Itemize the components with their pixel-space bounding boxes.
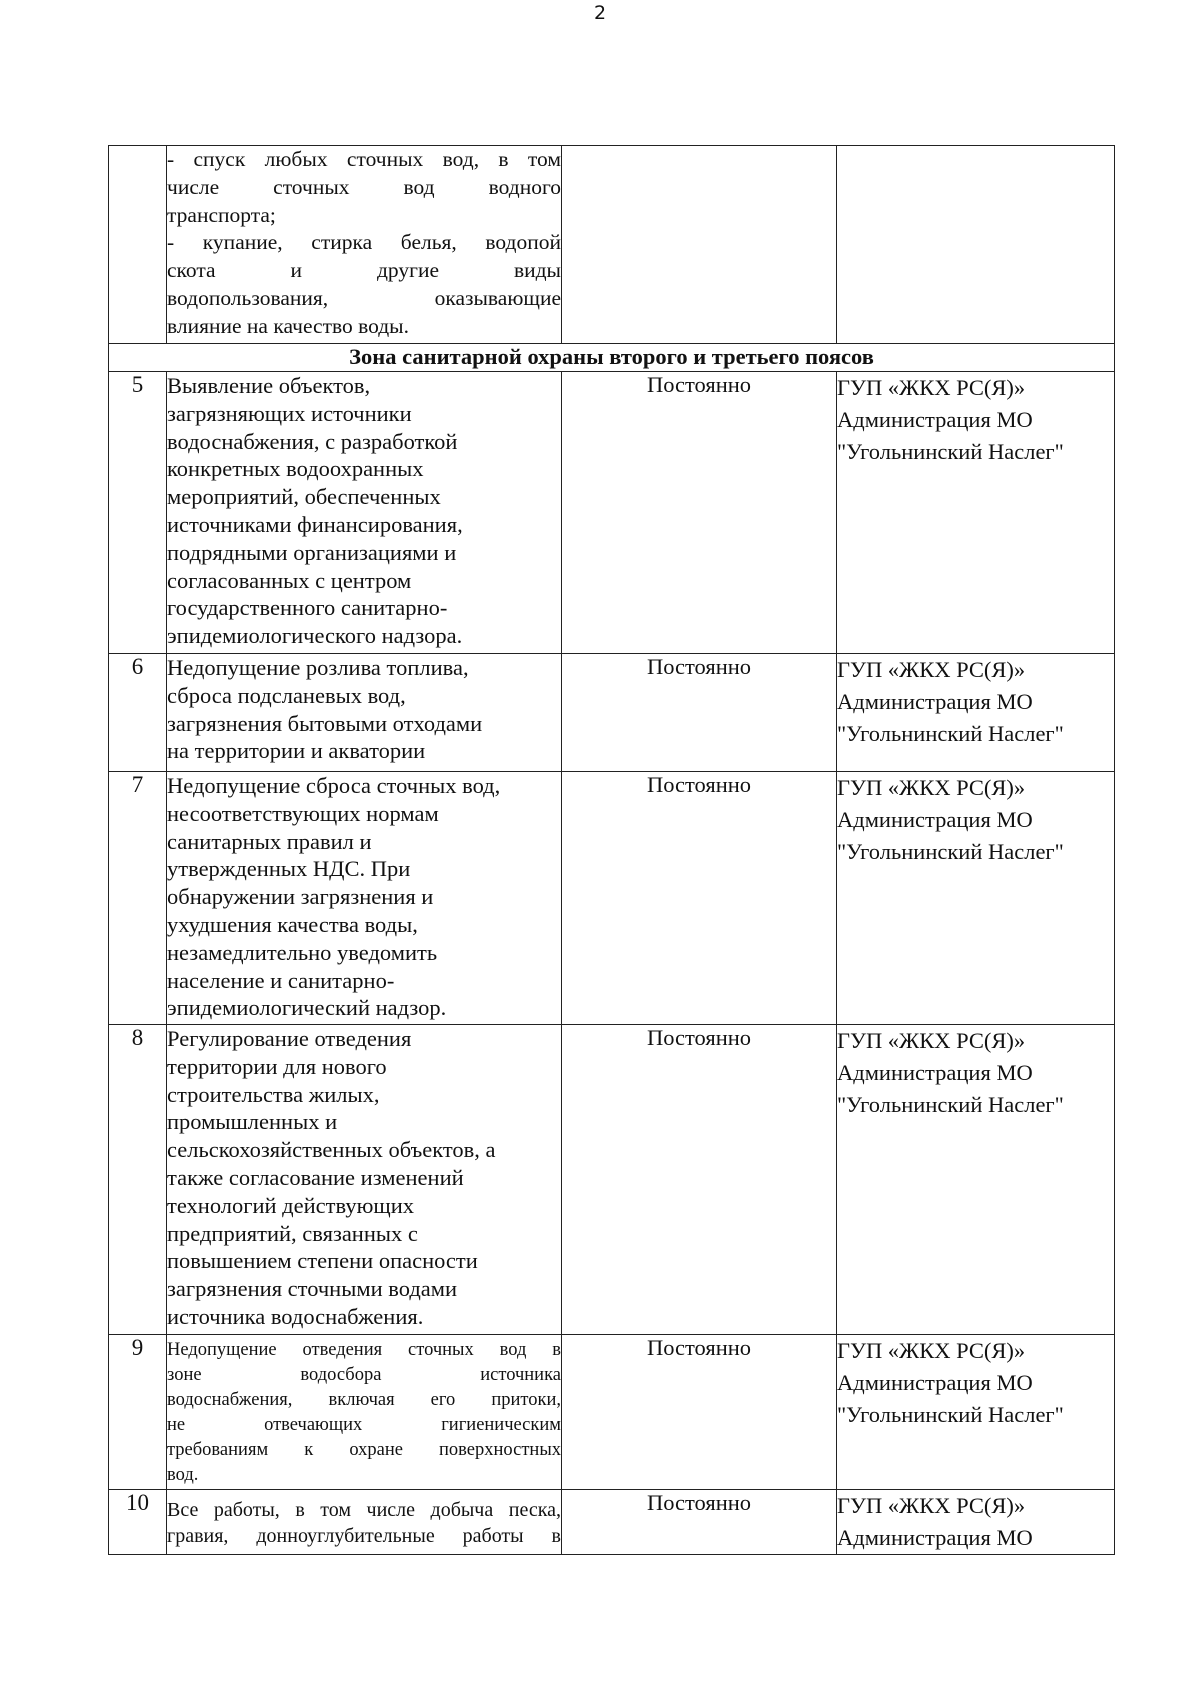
responsible-line: Администрация МО — [837, 1525, 1033, 1550]
responsible-cell — [837, 372, 1115, 654]
text-line: вод. — [167, 1465, 199, 1485]
table-row — [109, 654, 1115, 772]
section-title: Зона санитарной охраны второго и третьего поясов — [109, 344, 1115, 372]
text-line: загрязнения сточными водами — [167, 1276, 458, 1302]
text-line: водопользования, оказывающие — [167, 285, 561, 310]
table-row — [109, 372, 1115, 654]
row-number: 8 — [109, 1025, 167, 1335]
text-line: транспорта; — [167, 202, 276, 227]
measures-table — [108, 145, 1115, 1555]
text-line: ухудшения качества воды, — [167, 911, 418, 937]
term-cell: Постоянно — [562, 1335, 837, 1490]
term-cell: Постоянно — [562, 1025, 837, 1335]
responsible-line: ГУП «ЖКХ РС(Я)» — [837, 375, 1026, 400]
text-line: повышением степени опасности — [167, 1248, 478, 1274]
responsible-line: "Угольнинский Наслег" — [837, 721, 1064, 746]
measure-description — [167, 1025, 562, 1335]
measure-description — [167, 1490, 562, 1555]
text-line: Недопущение сброса сточных вод, — [167, 773, 501, 798]
text-line: эпидемиологический надзор. — [167, 995, 447, 1021]
text-line: - купание, стирка белья, водопой — [167, 230, 561, 255]
text-line: Недопущение отведения сточных вод в — [167, 1340, 561, 1360]
text-line: эпидемиологического надзора. — [167, 623, 463, 649]
text-line: население и санитарно- — [167, 967, 395, 993]
responsible-line: "Угольнинский Наслег" — [837, 839, 1064, 864]
text-line: загрязняющих источники — [167, 400, 412, 426]
text-line: требованиям к охране поверхностных — [167, 1440, 561, 1460]
term-cell — [562, 146, 837, 344]
measure-description — [167, 1335, 562, 1490]
text-line: конкретных водоохранных — [167, 456, 424, 482]
text-line: подрядными организациями и — [167, 539, 457, 565]
page-number: 2 — [593, 2, 607, 24]
responsible-line: Администрация МО — [837, 807, 1033, 832]
term-cell: Постоянно — [562, 654, 837, 772]
text-line: скота и другие виды — [167, 258, 561, 283]
table-row — [109, 1490, 1115, 1555]
responsible-cell — [837, 772, 1115, 1025]
term-cell: Постоянно — [562, 372, 837, 654]
table-row — [109, 772, 1115, 1025]
text-line: источниками финансирования, — [167, 511, 463, 537]
text-line: загрязнения бытовыми отходами — [167, 710, 483, 736]
responsible-cell — [837, 654, 1115, 772]
text-line: также согласование изменений — [167, 1164, 464, 1190]
text-line: зоне водосбора источника — [167, 1365, 561, 1385]
text-line: промышленных и — [167, 1109, 338, 1135]
text-line: государственного санитарно- — [167, 595, 448, 621]
responsible-line: Администрация МО — [837, 407, 1033, 432]
section-heading-row — [109, 344, 1115, 372]
text-line: обнаружении загрязнения и — [167, 884, 434, 910]
responsible-line: ГУП «ЖКХ РС(Я)» — [837, 1338, 1026, 1363]
text-line: сброса подсланевых вод, — [167, 682, 406, 708]
responsible-line: Администрация МО — [837, 689, 1033, 714]
text-line: санитарных правил и — [167, 828, 372, 854]
text-line: не отвечающих гигиеническим — [167, 1415, 561, 1435]
text-line: технологий действующих — [167, 1192, 415, 1218]
term-cell: Постоянно — [562, 772, 837, 1025]
term-cell: Постоянно — [562, 1490, 837, 1555]
responsible-cell — [837, 1490, 1115, 1555]
text-line: Выявление объектов, — [167, 373, 371, 398]
responsible-line: ГУП «ЖКХ РС(Я)» — [837, 775, 1026, 800]
text-line: строительства жилых, — [167, 1081, 380, 1107]
text-line: источника водоснабжения. — [167, 1303, 424, 1329]
responsible-line: ГУП «ЖКХ РС(Я)» — [837, 1028, 1026, 1053]
text-line: предприятий, связанных с — [167, 1220, 418, 1246]
text-line: Недопущение розлива топлива, — [167, 655, 469, 680]
responsible-line: "Угольнинский Наслег" — [837, 1402, 1064, 1427]
text-line: несоответствующих нормам — [167, 800, 439, 826]
responsible-cell — [837, 1025, 1115, 1335]
row-number: 10 — [109, 1490, 167, 1555]
text-line: мероприятий, обеспеченных — [167, 484, 441, 510]
responsible-line: "Угольнинский Наслег" — [837, 1092, 1064, 1117]
table-row-continuation — [109, 146, 1115, 344]
text-line: согласованных с центром — [167, 567, 412, 593]
measure-description — [167, 146, 562, 344]
responsible-line: Администрация МО — [837, 1060, 1033, 1085]
text-line: - спуск любых сточных вод, в том — [167, 147, 561, 171]
text-line: гравия, донноуглубительные работы в — [167, 1525, 561, 1547]
text-line: на территории и акватории — [167, 738, 426, 764]
row-number-cell — [109, 146, 167, 344]
responsible-cell — [837, 146, 1115, 344]
text-line: числе сточных вод водного — [167, 174, 561, 199]
measure-description — [167, 654, 562, 772]
row-number: 5 — [109, 372, 167, 654]
measure-description — [167, 372, 562, 654]
row-number: 7 — [109, 772, 167, 1025]
text-line: водоснабжения, с разработкой — [167, 428, 458, 454]
text-line: сельскохозяйственных объектов, а — [167, 1137, 496, 1163]
responsible-line: ГУП «ЖКХ РС(Я)» — [837, 1493, 1026, 1518]
text-line: влияние на качество воды. — [167, 313, 410, 338]
text-line: водоснабжения, включая его притоки, — [167, 1390, 561, 1410]
responsible-line: "Угольнинский Наслег" — [837, 439, 1064, 464]
text-line: территории для нового — [167, 1053, 387, 1079]
text-line: Все работы, в том числе добыча песка, — [167, 1499, 561, 1521]
row-number: 9 — [109, 1335, 167, 1490]
responsible-line: Администрация МО — [837, 1370, 1033, 1395]
text-line: Регулирование отведения — [167, 1026, 412, 1051]
text-line: утвержденных НДС. При — [167, 856, 411, 882]
row-number: 6 — [109, 654, 167, 772]
measure-description — [167, 772, 562, 1025]
table-row — [109, 1335, 1115, 1490]
responsible-line: ГУП «ЖКХ РС(Я)» — [837, 657, 1026, 682]
text-line: незамедлительно уведомить — [167, 939, 438, 965]
responsible-cell — [837, 1335, 1115, 1490]
table-row — [109, 1025, 1115, 1335]
